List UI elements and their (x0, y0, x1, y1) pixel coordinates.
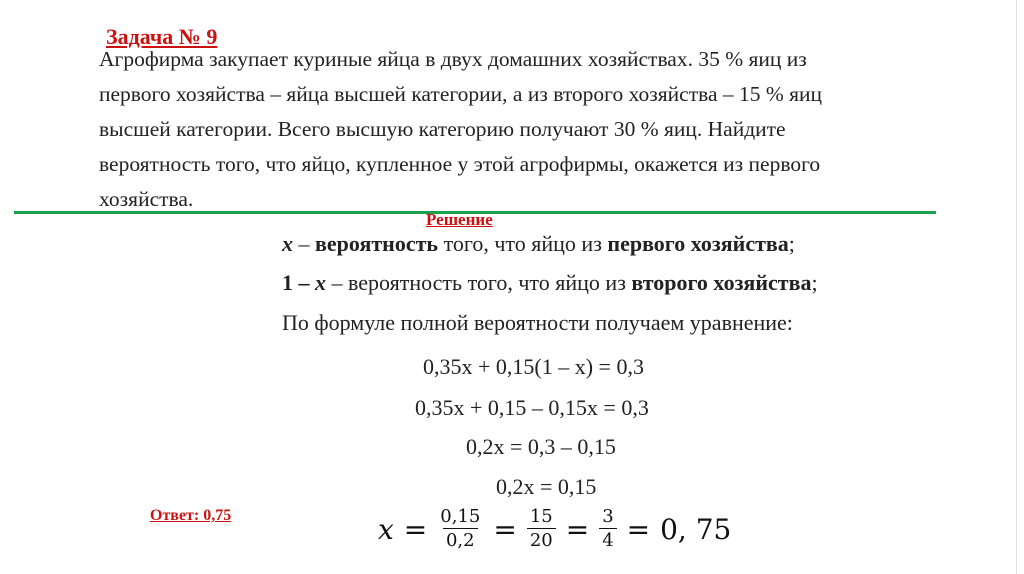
equation-step: 0,2x = 0,15 (496, 474, 597, 499)
task-text-line: первого хозяйства – яйца высшей категории, а из второго хозяйства – 15 % яиц (99, 82, 823, 106)
fraction-denominator: 20 (527, 528, 556, 551)
answer-label: Ответ: 0,75 (150, 507, 232, 524)
equation-step: 0,35x + 0,15 – 0,15x = 0,3 (415, 395, 649, 420)
semicolon: ; (811, 270, 818, 295)
solution-definition-second (282, 270, 818, 296)
slide-edge (1016, 0, 1017, 574)
equation-step: 0,2x = 0,3 – 0,15 (466, 434, 616, 459)
equals-sign: = (565, 512, 590, 546)
fraction (437, 507, 483, 551)
fraction-denominator: 4 (599, 528, 616, 551)
variable-x: x (282, 231, 293, 256)
task-text-line: вероятность того, что яйцо, купленное у этой агрофирмы, окажется из первого (99, 152, 821, 176)
fraction-denominator: 0,2 (443, 528, 478, 551)
task-text-line: Агрофирма закупает куриные яйца в двух домашних хозяйствах. 35 % яиц из (99, 47, 807, 71)
semicolon: ; (788, 231, 795, 256)
task-text-line: хозяйства. (99, 187, 194, 211)
first-farm-term: первого хозяйства (607, 231, 789, 256)
task-text-line: высшей категории. Всего высшую категорию получают 30 % яиц. Найдите (99, 117, 786, 141)
fraction-numerator: 15 (529, 506, 553, 527)
equals-sign: = (493, 512, 517, 546)
variable-x: x (315, 270, 326, 295)
fraction-numerator: 3 (602, 506, 614, 527)
equation-step: 0,35x + 0,15(1 – x) = 0,3 (423, 354, 644, 379)
solution-heading: Решение (426, 210, 493, 229)
equals-sign: = (626, 512, 651, 546)
definition-text: того, что яйцо из (438, 231, 608, 256)
second-farm-term: второго хозяйства (631, 270, 812, 295)
task-title: Задача № 9 (106, 24, 218, 49)
final-result: 0, 75 (660, 512, 732, 546)
dash: – (293, 231, 315, 256)
expression-one-minus: 1 – (282, 270, 315, 295)
solution-formula-intro: По формуле полной вероятности получаем уравнение: (282, 310, 793, 335)
fraction (599, 507, 616, 551)
equals-sign: = (403, 512, 428, 546)
fraction (527, 507, 556, 551)
solution-definition-first (282, 231, 795, 257)
final-formula (378, 503, 731, 555)
definition-text: – вероятность того, что яйцо из (326, 270, 632, 295)
fraction-numerator: 0,15 (440, 506, 481, 527)
term-probability: вероятность (315, 231, 439, 256)
final-variable: x (378, 512, 394, 546)
